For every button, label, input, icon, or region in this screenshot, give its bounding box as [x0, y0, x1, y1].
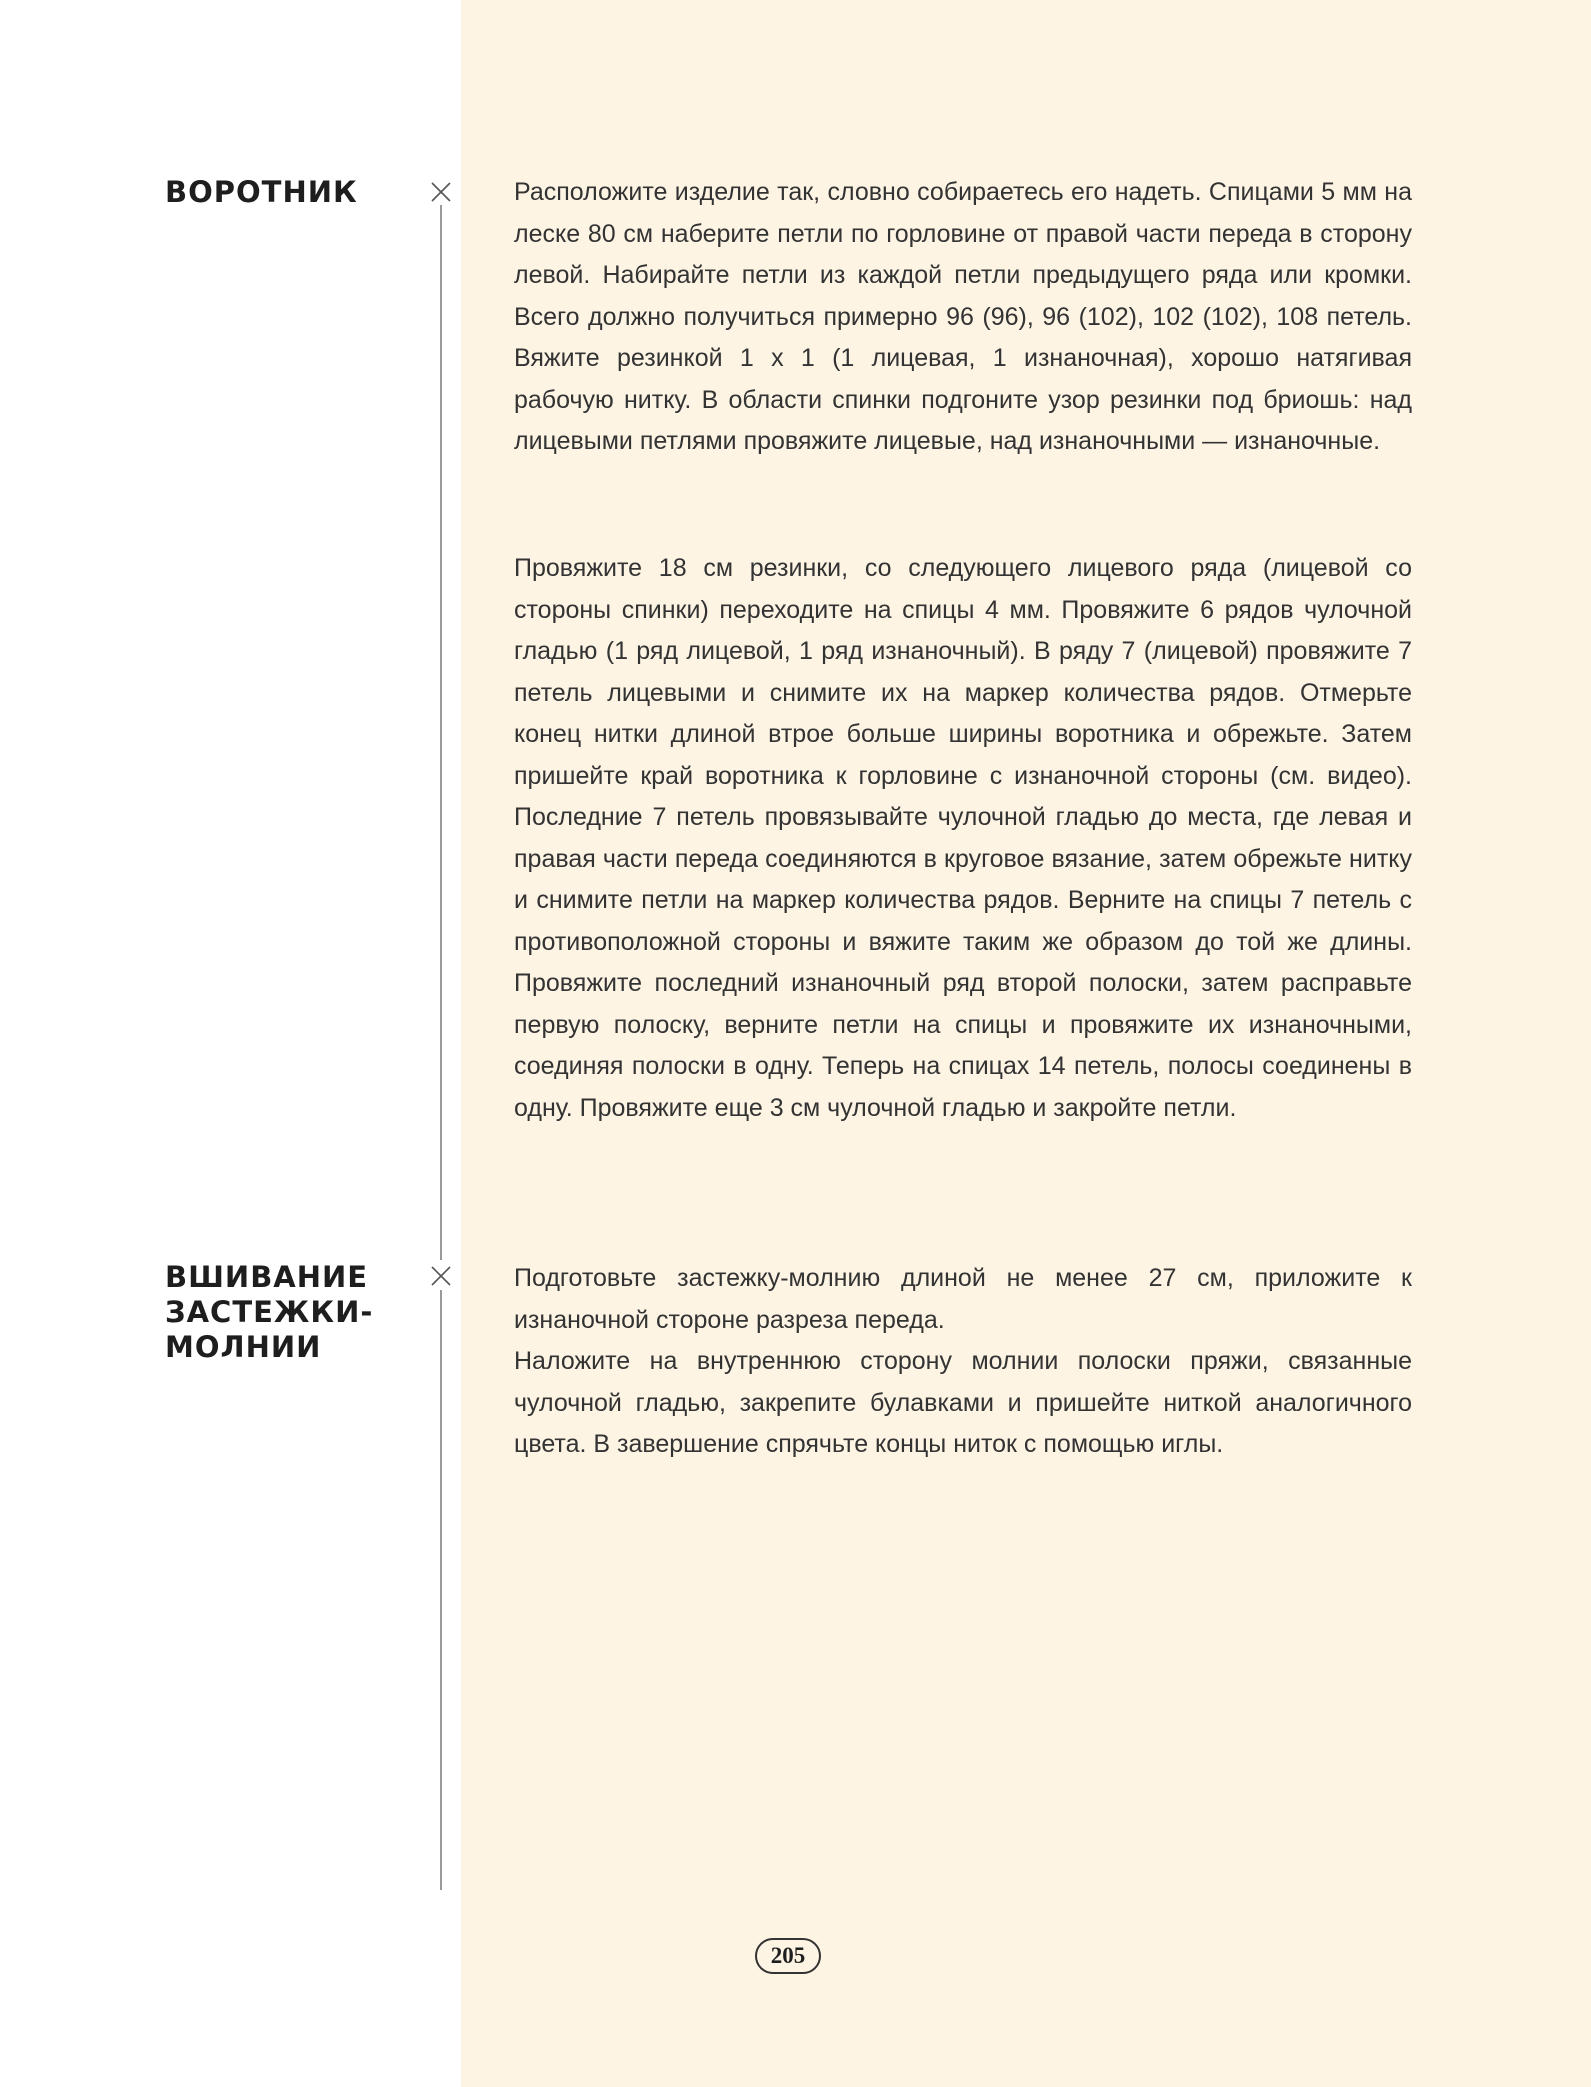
- section-title-zipper: ВШИВАНИЕ ЗАСТЕЖКИ-МОЛНИИ: [165, 1260, 374, 1364]
- collar-paragraph-2: Провяжите 18 см резинки, со следующего лицевого ряда (лицевой со стороны спинки) переходите на спицы 4 мм. Провяжите 6 рядов чулочной гладью (1 ряд лицевой, 1 ряд изнаночный). В ряду 7 (лицевой) провяжите 7 петель лицевыми и снимите их на маркер количества рядов. Отмерьте конец нитки длиной втрое больше ширины воротника и обрежьте. Затем пришейте край воротника к горловине с изнаночной стороны (см. видео). Последние 7 петель провязывайте чулочной гладью до места, где левая и правая части переда соединяются в круговое вязание, затем обрежьте нитку и снимите петли на маркер количества рядов. Верните на спицы 7 петель с противоположной стороны и вяжите таким же образом до той же длины. Провяжите последний изнаночный ряд второй полоски, затем расправьте первую полоску, верните петли на спицы и провяжите их изнаночными, соединяя полоски в одну. Теперь на спицах 14 петель, полосы соединены в одну. Провяжите еще 3 см чулочной гладью и закройте петли.: [514, 554, 1412, 1122]
- zipper-paragraph-1: Подготовьте застежку-молнию длиной не менее 27 см, приложите к изнаночной стороне разреза переда.: [514, 1264, 1412, 1334]
- cross-marker-icon: [429, 180, 453, 204]
- section-divider-line: [440, 1290, 442, 1890]
- cross-marker-icon: [429, 1264, 453, 1288]
- zipper-paragraph-2: Наложите на внутреннюю сторону молнии полоски пряжи, связанные чулочной гладью, закрепите булавками и пришейте ниткой аналогичного цвета. В завершение спрячьте концы ниток с помощью иглы.: [514, 1347, 1412, 1458]
- page-number: 205: [755, 1938, 821, 1974]
- collar-paragraph-1: Расположите изделие так, словно собираетесь его надеть. Спицами 5 мм на леске 80 см наберите петли по горловине от правой части переда в сторону левой. Набирайте петли из каждой петли предыдущего ряда или кромки. Всего должно получиться примерно 96 (96), 96 (102), 102 (102), 108 петель. Вяжите резинкой 1 х 1 (1 лицевая, 1 изнаночная), хорошо натягивая рабочую нитку. В области спинки подгоните узор резинки под бриошь: над лицевыми петлями провяжите лицевые, над изнаночными — изнаночные.: [514, 178, 1412, 455]
- section-divider-line: [440, 205, 442, 1260]
- section-title-collar: ВОРОТНИК: [165, 175, 358, 209]
